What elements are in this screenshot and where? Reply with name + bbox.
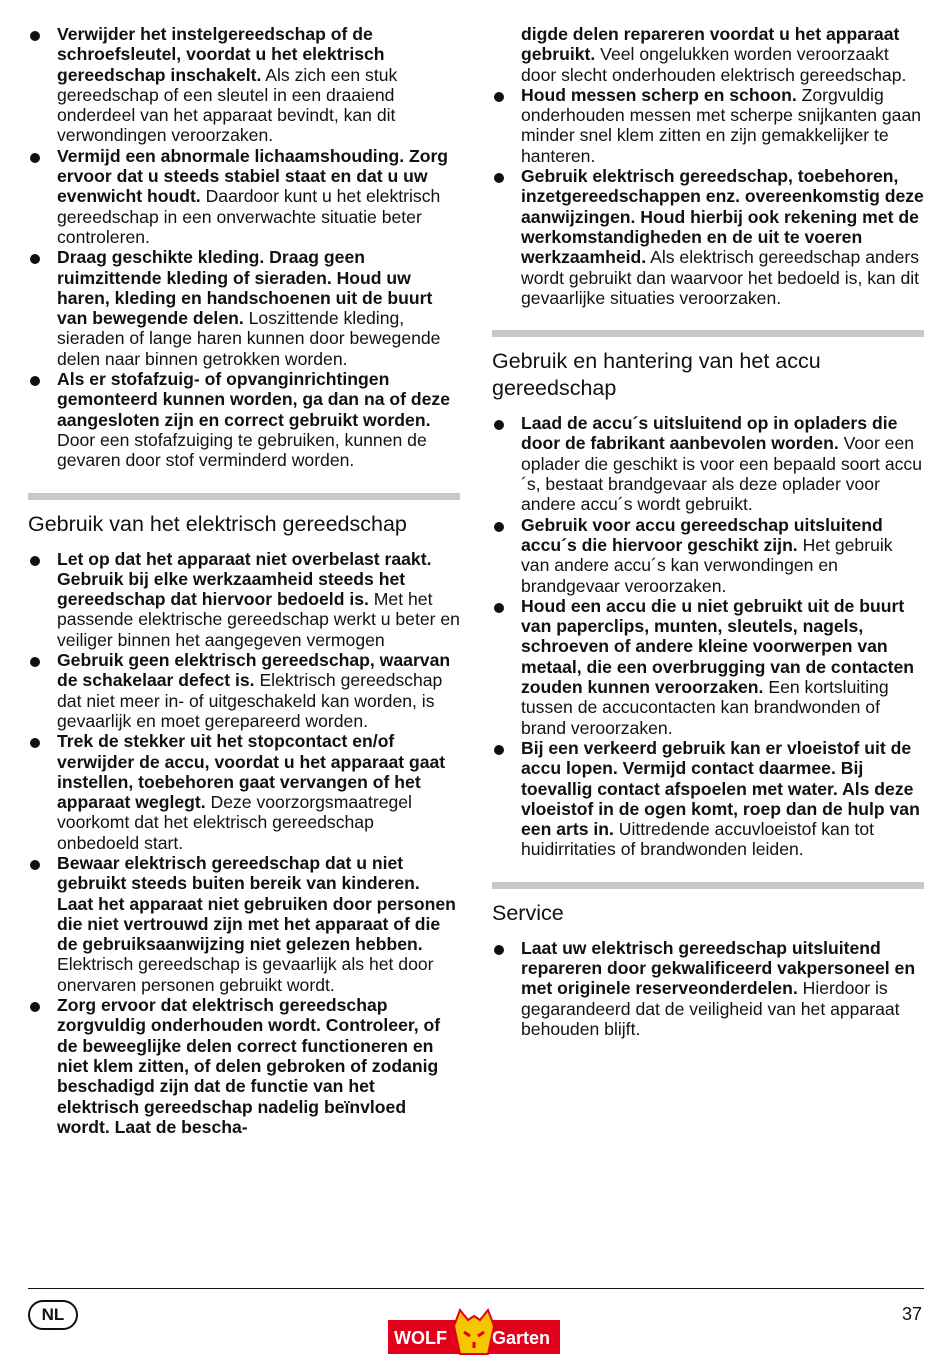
list-item: Gebruik voor accu gereedschap uitsluitend accu´s die hiervoor geschikt zijn. Het gebruik van andere accu´s kan verwondingen en brandgevaar veroorzaken. <box>492 515 924 596</box>
section-divider <box>492 882 924 889</box>
section-title-service: Service <box>492 900 564 925</box>
right-service-list <box>492 938 924 1039</box>
list-item: Gebruik geen elektrisch gereedschap, waarvan de schakelaar defect is. Elektrisch gereedschap dat niet meer in- of uitgeschakeld kan worden, is gevaarlijk en moet gerepareerd worden. <box>28 650 460 731</box>
right-column <box>492 24 924 1039</box>
bullet-icon <box>494 603 504 613</box>
section-title-gebruik-elektrisch: Gebruik van het elektrisch gereedschap <box>28 511 407 536</box>
bullet-icon <box>494 522 504 532</box>
bullet-icon <box>494 173 504 183</box>
section-divider <box>492 330 924 337</box>
right-accu-list <box>492 413 924 860</box>
list-item: Verwijder het instelgereedschap of de schroefsleutel, voordat u het elektrisch gereedschap inschakelt. Als zich een stuk gereedschap of een sleutel in een draaiend onderdeel van het apparaat bevindt, kan dit verwondingen veroorzaken. <box>28 24 460 146</box>
section-divider <box>28 493 460 500</box>
section-title-accu: Gebruik en hantering van het accu gereedschap <box>492 349 821 401</box>
list-item: Houd een accu die u niet gebruikt uit de buurt van paperclips, munten, sleutels, nagels, schroeven of andere kleine voorwerpen van metaal, die een overbrugging van de contacten zouden kunnen veroorzaken. Een kortsluiting tussen de accucontacten kan brandwonden of brand veroorzaken. <box>492 596 924 738</box>
bullet-icon <box>30 860 40 870</box>
bullet-icon <box>30 738 40 748</box>
left-column <box>28 24 460 1137</box>
bullet-icon <box>30 1002 40 1012</box>
page-number: 37 <box>901 1304 922 1324</box>
list-item: Laat uw elektrisch gereedschap uitsluitend repareren door gekwalificeerd vakpersoneel en met originele reserveonderdelen. Hierdoor is gegarandeerd dat de veiligheid van het apparaat behouden blijft. <box>492 938 924 1039</box>
list-item: Als er stofafzuig- of opvanginrichtingen gemonteerd kunnen worden, ga dan na of deze aangesloten zijn en correct gebruikt worden. Door een stofafzuiging te gebruiken, kunnen de gevaren door stof verminderd worden. <box>28 369 460 470</box>
bullet-icon <box>494 92 504 102</box>
list-item: Bij een verkeerd gebruik kan er vloeistof uit de accu lopen. Vermijd contact daarmee. Bij toevallig contact afspoelen met water. Als deze vloeistof in de ogen komt, roep dan de hulp van een arts in. Uittredende accuvloeistof kan tot huidirritaties of brandwonden leiden. <box>492 738 924 860</box>
logo-text-wolf: WOLF <box>394 1328 447 1348</box>
bullet-icon <box>30 376 40 386</box>
bullet-icon <box>494 420 504 430</box>
logo-text-garten: Garten <box>492 1328 551 1348</box>
list-item: Trek de stekker uit het stopcontact en/of verwijder de accu, voordat u het apparaat gaat instellen, toebehoren gaat vervangen of het apparaat weglegt. Deze voorzorgsmaatregel voorkomt dat het elektrisch gereedschap onbedoeld start. <box>28 731 460 853</box>
bullet-icon <box>30 31 40 41</box>
list-item: Let op dat het apparaat niet overbelast raakt. Gebruik bij elke werkzaamheid steeds het gereedschap dat hiervoor bedoeld is. Met het passende elektrische gereedschap werkt u beter en veiliger binnen het aangegeven vermogen <box>28 549 460 650</box>
list-item: Houd messen scherp en schoon. Zorgvuldig onderhouden messen met scherpe snijkanten gaan minder snel klem zitten en zijn gemakkelijker te hanteren. <box>492 85 924 166</box>
wolf-garten-logo <box>388 1306 560 1360</box>
continued-text: digde delen repareren voordat u het apparaat gebruikt. Veel ongelukken worden veroorzaakt door slecht onderhouden elektrisch gereedschap. <box>521 24 907 85</box>
bullet-icon <box>30 254 40 264</box>
language-badge: NL <box>28 1300 78 1330</box>
list-item: Gebruik elektrisch gereedschap, toebehoren, inzetgereedschappen enz. overeenkomstig deze aanwijzingen. Houd hierbij ook rekening met de werkomstandigheden en de uit te voeren werkzaamheid. Als elektrisch gereedschap anders wordt gebruikt dan waarvoor het bedoeld is, kan dit gevaarlijke situaties veroorzaken. <box>492 166 924 308</box>
list-item: Bewaar elektrisch gereedschap dat u niet gebruikt steeds buiten bereik van kinderen. Laat het apparaat niet gebruiken door personen die niet vertrouwd zijn met het apparaat of die de gebruiksaanwijzing niet gelezen hebben. Elektrisch gereedschap is gevaarlijk als het door onervaren personen gebruikt wordt. <box>28 853 460 995</box>
list-item: Laad de accu´s uitsluitend op in opladers die door de fabrikant aanbevolen worden. Voor een oplader die geschikt is voor een bepaald soort accu´s, bestaat brandgevaar als deze oplader voor andere accu´s wordt gebruikt. <box>492 413 924 514</box>
right-top-list <box>492 85 924 308</box>
list-item: Zorg ervoor dat elektrisch gereedschap zorgvuldig onderhouden wordt. Controleer, of de beweeglijke delen correct functioneren en niet klem zitten, of delen gebroken of zodanig beschadigd zijn dat de functie van het elektrisch gereedschap nadelig beïnvloed wordt. Laat de bescha- <box>28 995 460 1137</box>
list-item: Vermijd een abnormale lichaamshouding. Zorg ervoor dat u steeds stabiel staat en dat u uw evenwicht houdt. Daardoor kunt u het elektrisch gereedschap in een onverwachte situatie beter controleren. <box>28 146 460 247</box>
left-top-list <box>28 24 460 471</box>
left-section-list <box>28 549 460 1138</box>
bullet-icon <box>494 745 504 755</box>
bullet-icon <box>30 556 40 566</box>
bullet-icon <box>30 153 40 163</box>
list-item: Draag geschikte kleding. Draag geen ruimzittende kleding of sieraden. Houd uw haren, kleding en handschoenen uit de buurt van bewegende delen. Loszittende kleding, sieraden of lange haren kunnen door bewegende delen naar binnen getrokken worden. <box>28 247 460 369</box>
footer-rule <box>28 1288 924 1289</box>
bullet-icon <box>30 657 40 667</box>
bullet-icon <box>494 945 504 955</box>
